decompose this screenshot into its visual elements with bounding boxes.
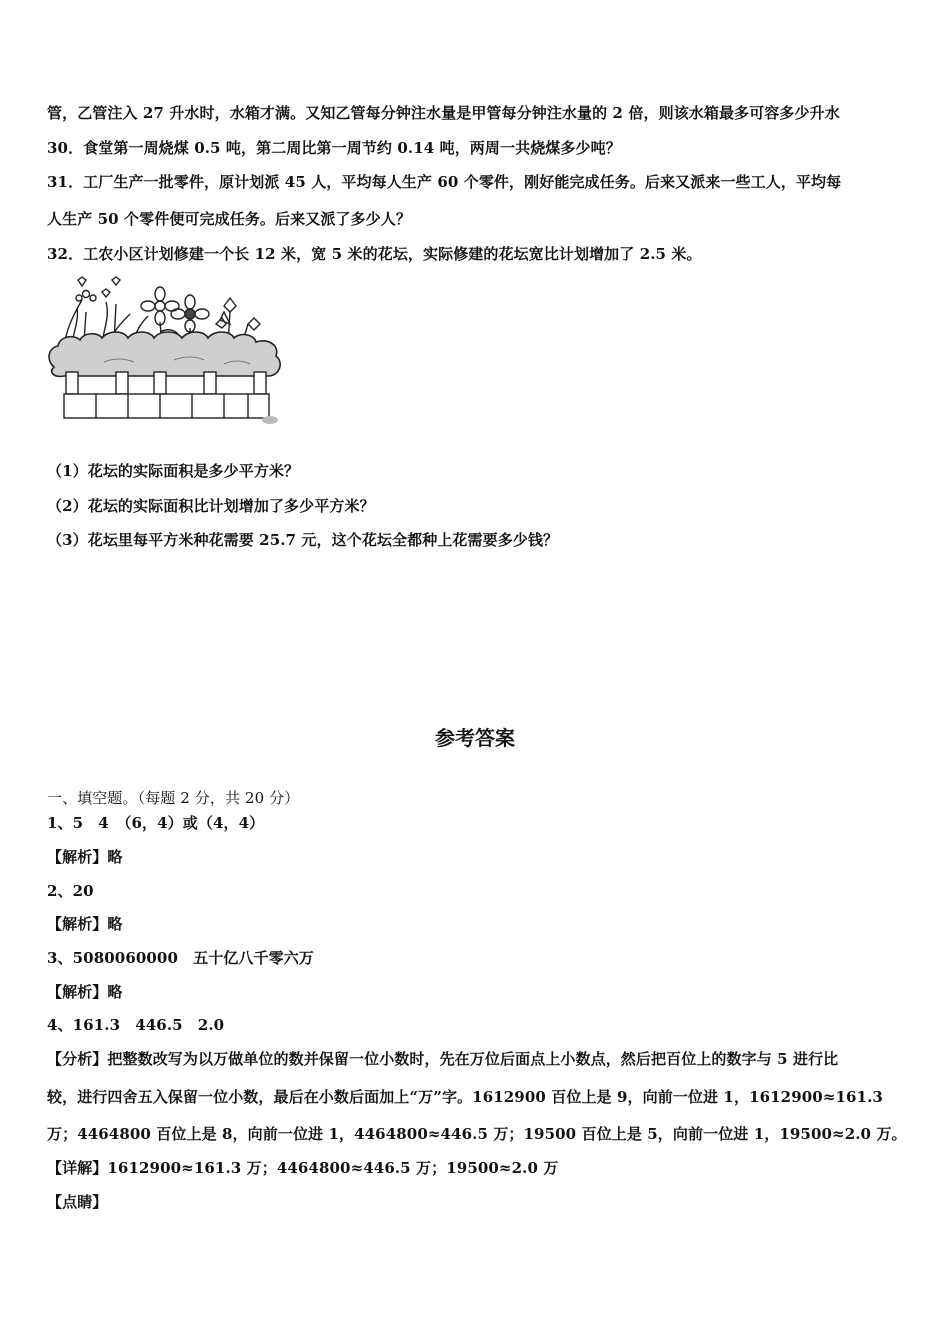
question-32-sub-2: （2）花坛的实际面积比计划增加了多少平方米？ xyxy=(47,497,375,515)
answer-4-comment: 【点睛】 xyxy=(47,1193,108,1211)
answer-1: 1、5 4 （6，4）或（4，4） xyxy=(47,814,265,832)
answer-3: 3、5080060000 五十亿八千零六万 xyxy=(47,949,314,967)
answer-4-analysis-line-2: 较，进行四舍五入保留一位小数，最后在小数后面加上“万”字。1612900 百位上是 9，向前一位进 1，1612900≈161.3 xyxy=(47,1088,883,1106)
question-31-line-2: 人生产 50 个零件便可完成任务。后来又派了多少人？ xyxy=(47,210,411,228)
answer-4: 4、161.3 446.5 2.0 xyxy=(47,1016,225,1034)
question-30: 30．食堂第一周烧煤 0.5 吨，第二周比第一周节约 0.14 吨，两周一共烧煤多少吨？ xyxy=(47,139,621,157)
answer-4-analysis-line-3: 万；4464800 百位上是 8，向前一位进 1，4464800≈446.5 万；19500 百位上是 5，向前一位进 1，19500≈2.0 万。 xyxy=(47,1125,907,1143)
question-29-continuation: 管，乙管注入 27 升水时，水箱才满。又知乙管每分钟注水量是甲管每分钟注水量的 2 倍，则该水箱最多可容多少升水 xyxy=(47,104,840,122)
section-heading-fill-blank: 一、填空题。（每题 2 分，共 20 分） xyxy=(47,789,300,807)
answer-3-analysis: 【解析】略 xyxy=(47,983,123,1001)
flowerbed-illustration xyxy=(44,272,289,427)
answer-4-analysis-line-1: 【分析】把整数改写为以万做单位的数并保留一位小数时，先在万位后面点上小数点，然后把百位上的数字与 5 进行比 xyxy=(47,1050,839,1068)
answer-4-detail: 【详解】1612900≈161.3 万；4464800≈446.5 万；19500≈2.0 万 xyxy=(47,1159,559,1177)
question-32-sub-3: （3）花坛里每平方米种花需要 25.7 元，这个花坛全都种上花需要多少钱？ xyxy=(47,531,559,549)
question-31-line-1: 31．工厂生产一批零件，原计划派 45 人，平均每人生产 60 个零件，刚好能完成任务。后来又派来一些工人，平均每 xyxy=(47,173,842,191)
answer-2: 2、20 xyxy=(47,882,94,900)
question-32-sub-1: （1）花坛的实际面积是多少平方米？ xyxy=(47,462,300,480)
answers-title: 参考答案 xyxy=(435,726,515,750)
answer-1-analysis: 【解析】略 xyxy=(47,848,123,866)
answer-2-analysis: 【解析】略 xyxy=(47,915,123,933)
question-32: 32．工农小区计划修建一个长 12 米，宽 5 米的花坛，实际修建的花坛宽比计划增加了 2.5 米。 xyxy=(47,245,702,263)
